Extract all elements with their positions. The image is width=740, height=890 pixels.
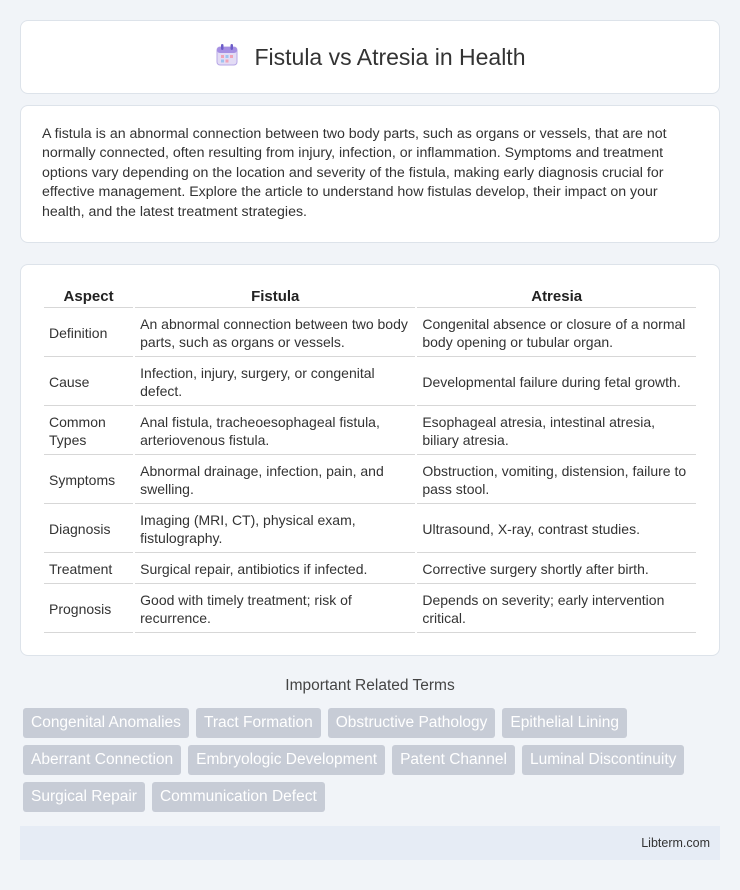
table-row	[44, 457, 696, 504]
row-atresia: Developmental failure during fetal growth.	[417, 359, 696, 406]
calendar-icon	[214, 42, 240, 73]
table-row	[44, 310, 696, 357]
table-row	[44, 586, 696, 633]
related-term-tag[interactable]: Embryologic Development	[188, 745, 385, 775]
row-atresia: Corrective surgery shortly after birth.	[417, 555, 696, 584]
row-fistula: Imaging (MRI, CT), physical exam, fistulography.	[135, 506, 415, 553]
table-row	[44, 506, 696, 553]
row-fistula: Good with timely treatment; risk of recurrence.	[135, 586, 415, 633]
row-atresia: Congenital absence or closure of a normal body opening or tubular organ.	[417, 310, 696, 357]
row-fistula: An abnormal connection between two body parts, such as organs or vessels.	[135, 310, 415, 357]
row-aspect: Symptoms	[44, 457, 133, 504]
row-aspect: Cause	[44, 359, 133, 406]
related-term-tag[interactable]: Patent Channel	[392, 745, 515, 775]
header-fistula: Fistula	[135, 288, 415, 308]
table-row	[44, 555, 696, 584]
comparison-table	[42, 286, 698, 635]
row-fistula: Abnormal drainage, infection, pain, and swelling.	[135, 457, 415, 504]
table-row	[44, 408, 696, 455]
header-aspect: Aspect	[44, 288, 133, 308]
row-aspect: Definition	[44, 310, 133, 357]
related-term-tag[interactable]: Surgical Repair	[23, 782, 145, 812]
row-fistula: Anal fistula, tracheoesophageal fistula, arteriovenous fistula.	[135, 408, 415, 455]
comparison-card	[20, 264, 720, 656]
footer	[20, 826, 720, 860]
row-aspect: Common Types	[44, 408, 133, 455]
footer-site-link[interactable]: Libterm.com	[641, 836, 710, 850]
title-card	[20, 20, 720, 94]
related-term-tag[interactable]: Communication Defect	[152, 782, 325, 812]
related-term-tag[interactable]: Luminal Discontinuity	[522, 745, 684, 775]
related-term-tag[interactable]: Congenital Anomalies	[23, 708, 189, 738]
related-term-tag[interactable]: Tract Formation	[196, 708, 321, 738]
row-atresia: Obstruction, vomiting, distension, failure to pass stool.	[417, 457, 696, 504]
table-header-row	[44, 288, 696, 308]
row-fistula: Infection, injury, surgery, or congenital defect.	[135, 359, 415, 406]
row-fistula: Surgical repair, antibiotics if infected.	[135, 555, 415, 584]
row-atresia: Ultrasound, X-ray, contrast studies.	[417, 506, 696, 553]
row-atresia: Esophageal atresia, intestinal atresia, biliary atresia.	[417, 408, 696, 455]
related-term-tag[interactable]: Epithelial Lining	[502, 708, 627, 738]
related-terms-heading: Important Related Terms	[285, 677, 455, 694]
header-atresia: Atresia	[417, 288, 696, 308]
row-aspect: Diagnosis	[44, 506, 133, 553]
page-title: Fistula vs Atresia in Health	[254, 43, 526, 70]
related-term-tag[interactable]: Obstructive Pathology	[328, 708, 496, 738]
related-terms-list	[23, 708, 723, 812]
row-atresia: Depends on severity; early intervention critical.	[417, 586, 696, 633]
intro-card	[20, 105, 720, 243]
title-row	[214, 42, 525, 73]
row-aspect: Treatment	[44, 555, 133, 584]
row-aspect: Prognosis	[44, 586, 133, 633]
table-row	[44, 359, 696, 406]
intro-paragraph: A fistula is an abnormal connection between two body parts, such as organs or vessels, that are not normally connected, often resulting from injury, infection, or inflammation. Symptoms and treatment options vary depending on the location and severity of the fistula, making early diagnosis crucial for effective management. Explore the article to understand how fistulas develop, their impact on your health, and the latest treatment strategies.	[42, 126, 667, 220]
related-term-tag[interactable]: Aberrant Connection	[23, 745, 181, 775]
